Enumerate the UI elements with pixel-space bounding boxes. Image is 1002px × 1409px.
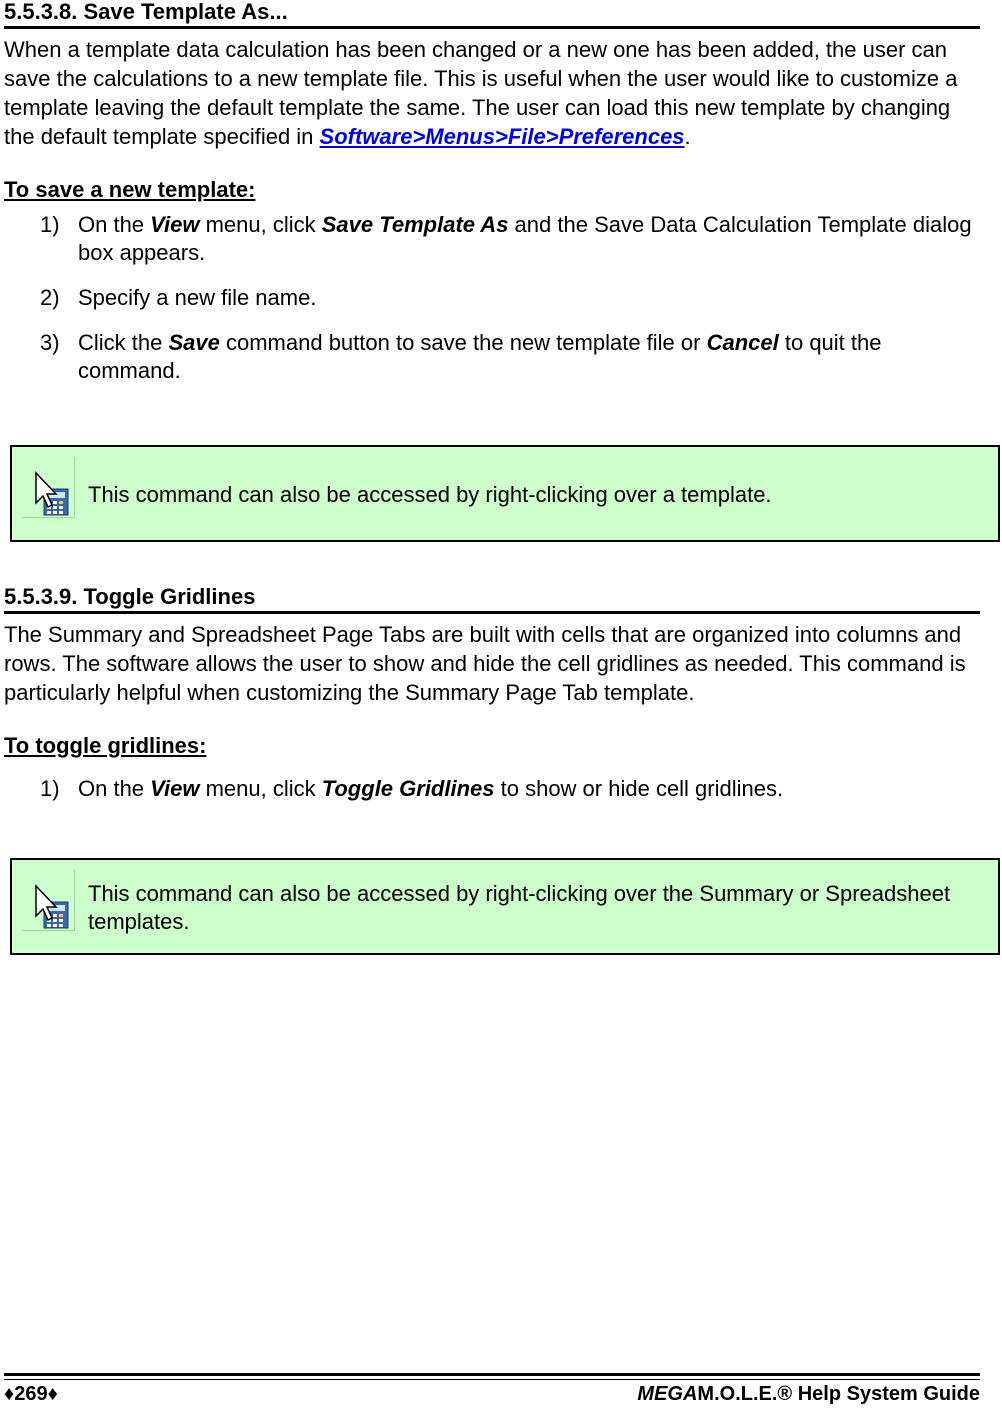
step-text: and the Save Data Calculation Template dialog box appears. [78, 212, 972, 265]
footer-rule-thin [4, 1379, 980, 1380]
footer-rule [4, 1373, 980, 1376]
step-text: to quit the command. [78, 330, 882, 383]
step-item [4, 284, 980, 312]
guide-title-rest: M.O.L.E.® Help System Guide [697, 1383, 980, 1405]
step-text: to show or hide cell gridlines. [494, 776, 784, 801]
note-icon-cell [22, 457, 75, 518]
procedure-title: To save a new template: [4, 177, 256, 202]
procedure-steps [4, 775, 980, 803]
step-number: 3) [40, 330, 60, 355]
menu-name: View [150, 212, 200, 237]
diamond-icon: ♦ [4, 1383, 15, 1405]
procedure-steps [4, 211, 980, 385]
step-item [4, 211, 980, 267]
diamond-icon: ♦ [47, 1383, 58, 1405]
page-number [4, 1383, 58, 1406]
step-text: command button to save the new template file or [219, 330, 707, 355]
step-item [4, 329, 980, 385]
step-text: menu, click [199, 212, 322, 237]
procedure-title: To toggle gridlines: [4, 733, 207, 758]
step-text: menu, click [199, 776, 322, 801]
section-heading-save-template-as: 5.5.3.8. Save Template As... [4, 0, 980, 29]
menu-name: View [150, 776, 200, 801]
step-number: 2) [40, 285, 60, 310]
step-text: On the [78, 776, 151, 801]
note-icon-cell [22, 870, 75, 931]
step-text: Click the [78, 330, 169, 355]
button-name: Save [168, 330, 220, 355]
pointer-calculator-icon [22, 457, 74, 517]
page-number-value: 269 [14, 1383, 48, 1405]
preferences-link[interactable]: Software>Menus>File>Preferences [319, 124, 685, 149]
step-number: 1) [40, 212, 60, 237]
note-text: This command can also be accessed by right-clicking over the Summary or Spreadsheet templates. [88, 881, 951, 934]
pointer-calculator-icon [22, 870, 74, 930]
document-page-2 [4, 585, 980, 803]
step-item [4, 775, 980, 803]
page-footer [4, 1383, 980, 1409]
step-text: Specify a new file name. [78, 285, 317, 310]
document-page [4, 0, 980, 385]
button-name: Cancel [706, 330, 779, 355]
command-name: Toggle Gridlines [321, 776, 495, 801]
section-intro [4, 35, 980, 151]
step-number: 1) [40, 776, 60, 801]
command-name: Save Template As [321, 212, 509, 237]
section-intro: The Summary and Spreadsheet Page Tabs are built with cells that are organized into columns and rows. The software allows the user to show and hide the cell gridlines as needed. This command is particularly helpful when customizing the Summary Page Tab template. [4, 622, 966, 705]
step-text: On the [78, 212, 151, 237]
link-suffix: . [684, 124, 691, 149]
guide-title [637, 1383, 980, 1406]
guide-title-brand: MEGA [637, 1383, 698, 1405]
note-box [10, 445, 1000, 542]
note-text: This command can also be accessed by right-clicking over a template. [88, 482, 772, 507]
section-heading-toggle-gridlines: 5.5.3.9. Toggle Gridlines [4, 585, 980, 614]
intro-text: When a template data calculation has been changed or a new one has been added, the user can save the calculations to a new template file. This is useful when the user would like to customize a template leaving the default template the same. The user can load this new template by changing the default template specified in [4, 37, 958, 149]
note-box [10, 858, 1000, 955]
